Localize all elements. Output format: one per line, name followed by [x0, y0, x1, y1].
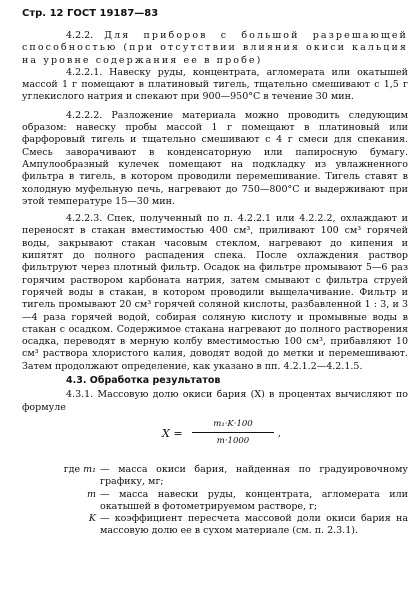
- clause-title: Для приборов с большой разрешающей способностью (при отсутствии влияния окиси кальция на уровне содержания ее в пробе): [22, 30, 408, 66]
- formula-block: [22, 416, 408, 460]
- legend-prefix: где: [63, 463, 81, 475]
- paragraph-4-2-2: [22, 30, 408, 67]
- page-header: [22, 8, 158, 20]
- paragraph-4-2-2-2: 4.2.2.2. Разложение материала можно проводить следующим образом: навеску пробы массой 1 г помещают в платиновый или фарфоровый тигель и тщательно смешивают с 4 г смеси для спекания. Смесь заворачивают в конденсаторную или папиросную бумагу. Ампулообразный кулечек помещают на подкладку из увлажненного фильтра в тигель, в котором проводили перемешивание. Тигель ставят в холодную муфельную печь, нагревают до 750—800°C и выдерживают при этой температуре 15—30 мин.: [22, 109, 408, 207]
- formula-numerator: m₁·K·100: [213, 418, 253, 429]
- clause-number: 4.2.2.: [66, 30, 94, 41]
- fraction-bar: [192, 432, 274, 433]
- section-heading-4-3: 4.3. Обработка результатов: [66, 375, 221, 387]
- legend-symbol: m: [86, 488, 96, 500]
- formula-denominator: m·1000: [216, 436, 250, 447]
- legend-item: [22, 464, 408, 489]
- paragraph-4-2-2-1: 4.2.2.1. Навеску руды, концентрата, агломерата или окатышей массой 1 г помещают в платиновый тигель, тщательно смешивают с 1,5 г углекислого натрия и спекают при 900—950°C в течение 30 мин.: [22, 66, 408, 103]
- legend-text: — коэффициент пересчета массовой доли окиси бария на массовую долю ее в сухом материале (см. п. 2.3.1).: [100, 513, 408, 537]
- legend-text: — масса навески руды, концентрата, агломерата или окатышей в фотометрируемом растворе, г;: [100, 488, 408, 512]
- page-number: Стр. 12: [22, 8, 64, 19]
- legend-item: [22, 489, 408, 514]
- legend-list: [22, 464, 408, 538]
- legend-item: [22, 513, 408, 538]
- document-body: [22, 30, 408, 538]
- legend-text: — масса окиси бария, найденная по градуировочному графику, мг;: [100, 463, 408, 488]
- formula-comma: ,: [278, 427, 282, 439]
- formula-lhs: X =: [162, 426, 183, 440]
- standard-designation: ГОСТ 19187—83: [66, 8, 159, 19]
- paragraph-4-3-1: 4.3.1. Массовую долю окиси бария (X) в процентах вычисляют по формуле: [22, 389, 408, 413]
- formula-fraction: [192, 418, 274, 448]
- paragraph-4-2-2-3: 4.2.2.3. Спек, полученный по п. 4.2.2.1 или 4.2.2.2, охлаждают и переносят в стакан вместимостью 400 см³, приливают 100 см³ горячей воды, закрывают стакан часовым стеклом, нагревают до кипения и кипятят до полного распадения спека. После охлаждения раствор фильтруют через плотный фильтр. Осадок на фильтре промывают 5—6 раз горячим раствором карбоната натрия, затем смывают с фильтра струей горячей воды в стакан, в котором проводили выщелачивание. Фильтр и тигель промывают 20 см³ горячей соляной кислоты, разбавленной 1 : 3, и 3—4 раза горячей водой, собирая соляную кислоту и промывные воды в стакан с осадком. Содержимое стакана нагревают до полного растворения осадка, переводят в мерную колбу вместимостью 100 см³, прибавляют 10 см³ раствора хлористого калия, доводят водой до метки и перемешивают. Затем продолжают определение, как указано в пп. 4.2.1.2—4.2.1.5.: [22, 213, 408, 372]
- legend-symbol: K: [88, 513, 96, 525]
- legend-symbol: m₁: [83, 463, 96, 475]
